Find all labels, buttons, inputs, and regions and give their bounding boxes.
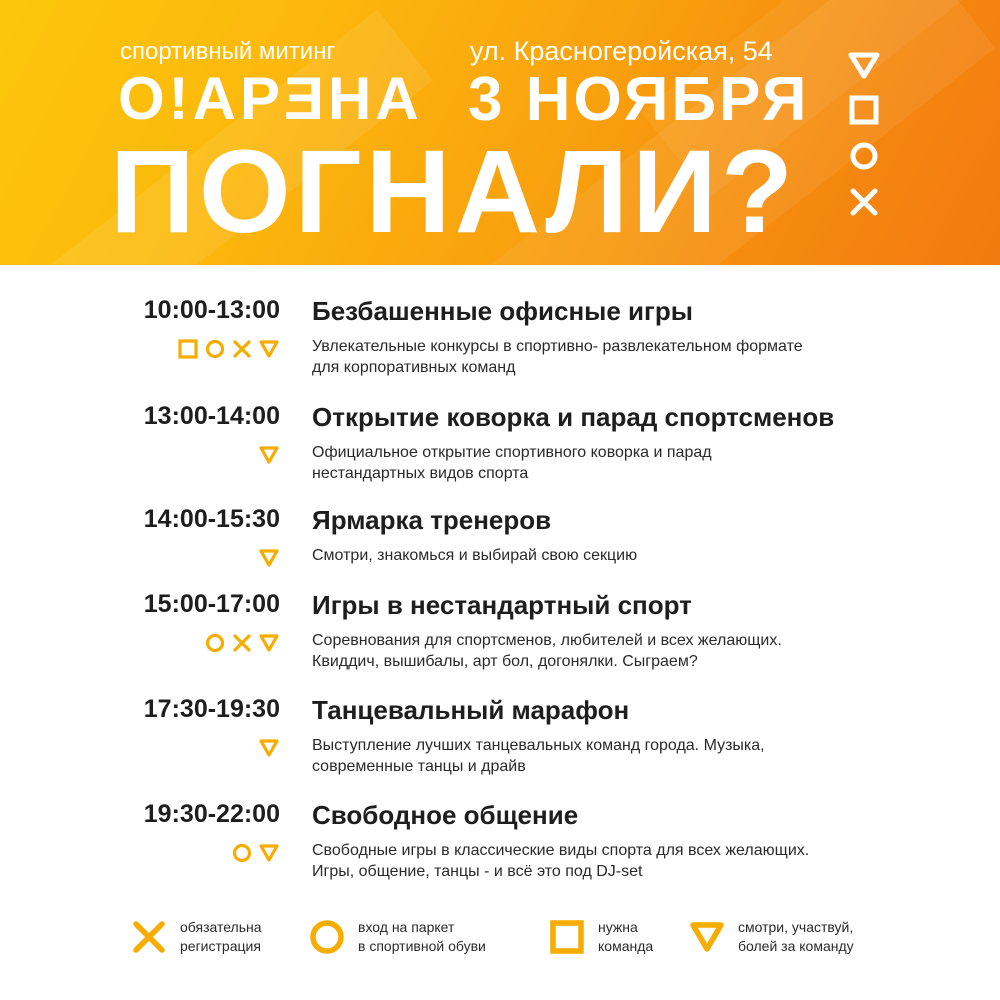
logo: O!АРƎНА bbox=[118, 65, 423, 132]
legend-label bbox=[598, 918, 653, 956]
event-title: Безбашенные офисные игры bbox=[312, 296, 693, 326]
event-title: Игры в нестандартный спорт bbox=[312, 590, 692, 620]
event-description-line: Соревнования для спортсменов, любителей и всех желающих. bbox=[312, 632, 782, 649]
event-symbols bbox=[177, 338, 280, 360]
legend-label-line: в спортивной обуви bbox=[358, 938, 486, 954]
square-icon bbox=[548, 918, 586, 956]
event-time: 19:30-22:00 bbox=[143, 800, 280, 828]
triangle-icon bbox=[258, 547, 280, 569]
event-subtitle: спортивный митинг bbox=[120, 38, 336, 65]
event-description bbox=[312, 442, 912, 484]
event-date: 3 НОЯБРЯ bbox=[468, 65, 810, 134]
legend-label-line: обязательна bbox=[180, 919, 262, 935]
legend-label-line: команда bbox=[598, 938, 654, 954]
triangle-icon bbox=[258, 632, 280, 654]
legend-label-line: болей за команду bbox=[738, 938, 854, 954]
event-symbols bbox=[258, 444, 280, 466]
event-description-line: Смотри, знакомься и выбирай свою секцию bbox=[312, 547, 638, 564]
legend-label-line: регистрация bbox=[180, 938, 261, 954]
legend-item bbox=[548, 918, 653, 956]
circle-icon bbox=[848, 140, 880, 172]
event-description-line: Свободные игры в классические виды спорта для всех желающих. bbox=[312, 842, 810, 859]
legend-item bbox=[130, 918, 262, 956]
legend-label bbox=[358, 918, 486, 956]
event-description-line: Игры, общение, танцы - и всё это под DJ-set bbox=[312, 863, 643, 880]
legend-label bbox=[738, 918, 854, 956]
event-symbols bbox=[231, 842, 280, 864]
side-icon-column bbox=[840, 50, 888, 232]
event-description-line: Выступление лучших танцевальных команд города. Музыка, bbox=[312, 737, 765, 754]
event-time: 14:00-15:30 bbox=[143, 505, 280, 533]
circle-icon bbox=[204, 338, 226, 360]
legend-item bbox=[688, 918, 854, 956]
header-banner bbox=[0, 0, 1000, 265]
event-symbols bbox=[258, 547, 280, 569]
event-time: 13:00-14:00 bbox=[143, 402, 280, 430]
square-icon bbox=[848, 94, 880, 126]
legend-label-line: нужна bbox=[598, 919, 638, 935]
event-description-line: нестандартных видов спорта bbox=[312, 465, 529, 482]
event-time: 10:00-13:00 bbox=[143, 296, 280, 324]
triangle-icon bbox=[258, 444, 280, 466]
triangle-icon bbox=[847, 50, 881, 80]
event-description-line: Квиддич, вышибалы, арт бол, догонялки. Сыграем? bbox=[312, 653, 698, 670]
event-description bbox=[312, 840, 912, 882]
event-description bbox=[312, 735, 912, 777]
cross-icon bbox=[231, 632, 253, 654]
event-description-line: Увлекательные конкурсы в спортивно- развлекательном формате bbox=[312, 338, 803, 355]
legend-label-line: вход на паркет bbox=[358, 919, 455, 935]
event-title: Свободное общение bbox=[312, 800, 579, 830]
event-description-line: Официальное открытие спортивного коворка и парад bbox=[312, 444, 712, 461]
event-description bbox=[312, 545, 912, 566]
circle-icon bbox=[308, 918, 346, 956]
event-description bbox=[312, 336, 912, 378]
circle-icon bbox=[231, 842, 253, 864]
legend-label bbox=[180, 918, 262, 956]
event-description bbox=[312, 630, 912, 672]
symbol-legend bbox=[0, 918, 1000, 978]
headline: ПОГНАЛИ? bbox=[110, 126, 798, 258]
event-symbols bbox=[204, 632, 280, 654]
triangle-icon bbox=[258, 842, 280, 864]
cross-icon bbox=[848, 186, 880, 218]
triangle-icon bbox=[258, 338, 280, 360]
event-description-line: для корпоративных команд bbox=[312, 359, 516, 376]
event-time: 17:30-19:30 bbox=[143, 695, 280, 723]
event-address: ул. Красногеройская, 54 bbox=[470, 36, 773, 66]
legend-label-line: смотри, участвуй, bbox=[738, 919, 854, 935]
cross-icon bbox=[130, 918, 168, 956]
legend-item bbox=[308, 918, 486, 956]
event-title: Танцевальный марафон bbox=[312, 695, 630, 725]
event-title: Ярмарка тренеров bbox=[312, 505, 552, 535]
circle-icon bbox=[204, 632, 226, 654]
cross-icon bbox=[231, 338, 253, 360]
triangle-icon bbox=[258, 737, 280, 759]
square-icon bbox=[177, 338, 199, 360]
event-time: 15:00-17:00 bbox=[143, 590, 280, 618]
triangle-icon bbox=[688, 918, 726, 956]
event-symbols bbox=[258, 737, 280, 759]
event-title: Открытие коворка и парад спортсменов bbox=[312, 402, 835, 432]
event-description-line: современные танцы и драйв bbox=[312, 758, 526, 775]
